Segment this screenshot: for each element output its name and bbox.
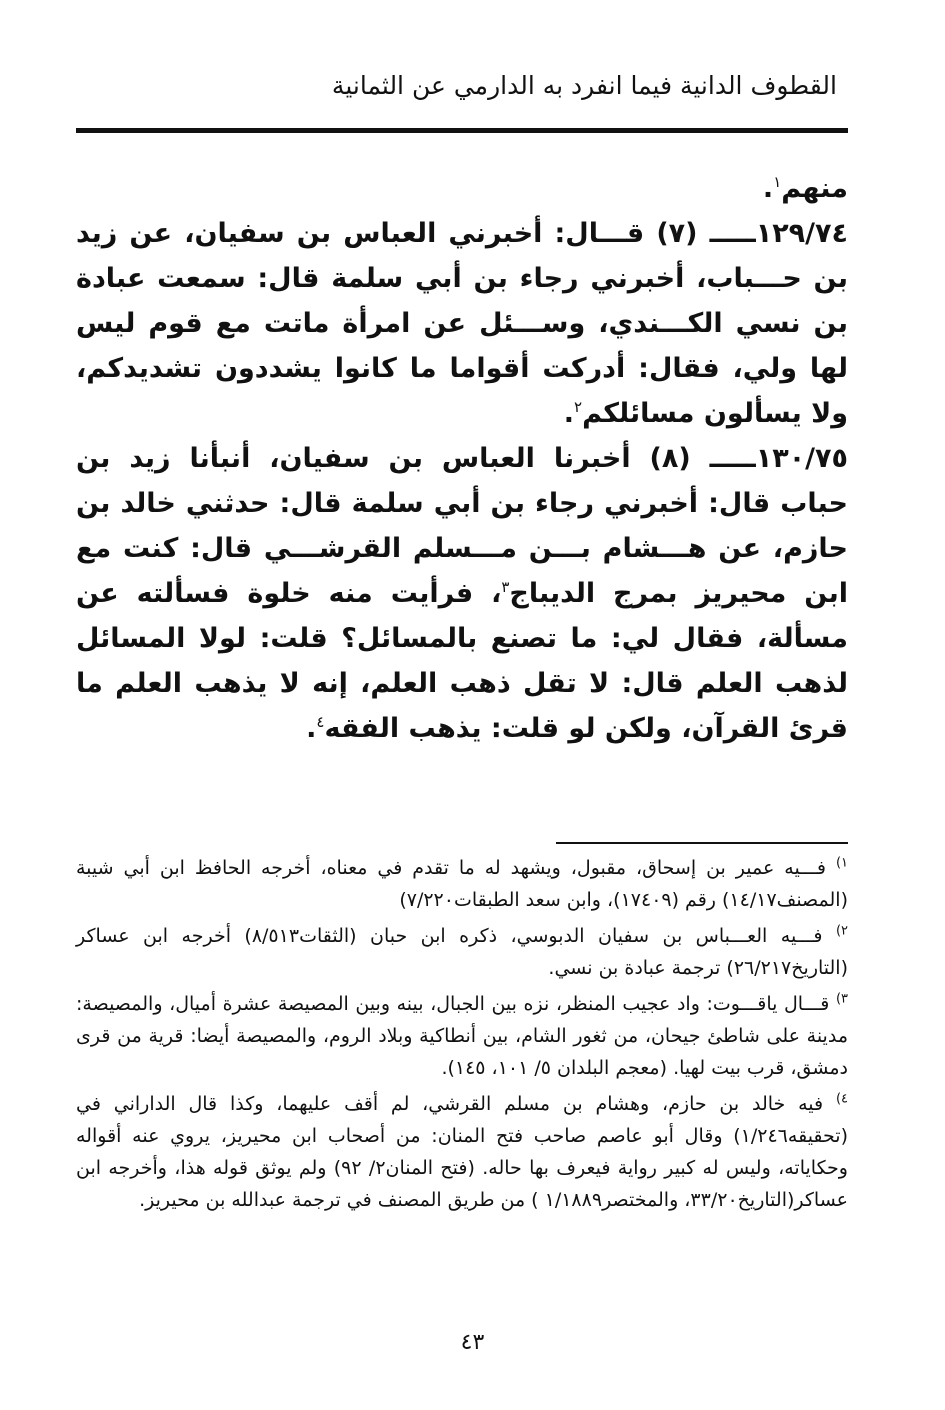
footnote-mark: ١) [835,855,849,871]
footnote-reference: ٢ [574,398,583,416]
running-header-title: القطوف الدانية فيما انفرد به الدارمي عن الثمانية [331,71,837,100]
footnotes [76,852,848,1220]
footnote-1 [76,852,848,916]
page-number: ٤٣ [460,1330,485,1355]
footnote-3 [76,988,848,1084]
paragraph-tail: . [306,713,317,744]
footnote-reference: ٤ [316,713,325,731]
hadith-130 [76,436,848,751]
paragraph-text: ١٢٩/٧٤ـــــ (٧) قـــال: أخبرني العباس بن سفيان، عن زيد بن حـــباب، أخبرني رجاء بن أبي سلمة قال: سمعت عبادة بن نسي الكـــندي، وســـئل عن امرأة ماتت مع قوم ليس لها ولي، فقال: أدركت أقواما ما كانوا يشددون تشديدكم، ولا يسألون مسائلكم [76,218,848,429]
hadith-129 [76,211,848,436]
footnote-mark: ٤) [835,1091,848,1107]
footnote-4 [76,1088,848,1216]
footnote-text: قـــال ياقـــوت: واد عجيب المنظر، نزه بين الجبال، بينه وبين المصيصة عشرة أميال، والمصيصة: مدينة على شاطئ جيحان، من ثغور الشام، بين أنطاكية وبلاد الروم، والمصيصة أيضا: قرية من قرى دمشق، قرب بيت لهيا. (معجم البلدان ٥/ ١٠١، ١٤٥). [76,993,848,1079]
footnote-reference: ١ [773,173,782,191]
footnote-mark: ٣) [835,991,848,1007]
paragraph-tail: . [563,398,575,429]
footnote-2 [76,920,848,984]
paragraph-text-continued: ، فرأيت منه خلوة فسألته عن مسألة، فقال لي: ما تصنع بالمسائل؟ قلت: لولا المسائل لذهب العلم قال: لا تقل ذهب العلم، إنه لا يذهب العلم ما قرئ القرآن، ولكن لو قلت: يذهب الفقه [76,578,848,744]
paragraph-tail: . [762,173,774,204]
header-rule [76,128,848,133]
footnote-text: فـــيه العـــباس بن سفيان الدبوسي، ذكره ابن حبان (الثقات٨/٥١٣) أخرجه ابن عساكر (التاريخ٢٦/٢١٧) ترجمة عبادة بن نسي. [76,925,848,979]
footnote-text: فيه خالد بن حازم، وهشام بن مسلم القرشي، لم أقف عليهما، وكذا قال الداراني في (تحقيقه١/٢٤٦) وقال أبو عاصم صاحب فتح المنان: من أصحاب ابن محيريز، يروي عنه أقواله وحكاياته، وليس له كبير رواية فيعرف بها حاله. (فتح المنان٢/ ٩٢) ولم يوثق قوله هذا، وأخرجه ابن عساكر(التاريخ٣٣/٢٠، والمختصر١/١٨٨٩ ) من طريق المصنف في ترجمة عبدالله بن محيريز. [76,1093,848,1211]
footnote-reference: ٣ [501,578,510,596]
main-text [76,166,848,751]
footnote-text: فـــيه عمير بن إسحاق، مقبول، ويشهد له ما تقدم في معناه، أخرجه الحافظ ابن أبي شيبة (المصنف١٤/١٧) رقم (١٧٤٠٩)، وابن سعد الطبقات٧/٢٢٠) [76,857,848,911]
footnote-mark: ٢) [835,923,848,939]
paragraph-text: منهم [781,173,848,204]
paragraph-text: ١٣٠/٧٥ـــــ (٨) أخبرنا العباس بن سفيان، أنبأنا زيد بن حباب قال: أخبرني رجاء بن أبي سلمة قال: حدثني خالد بن حازم، عن هـــشام بـــن مـــسلم القرشـــي قال: كنت مع ابن محيريز بمرج الديباج [76,443,849,609]
footnote-separator [556,842,848,844]
paragraph-continuation [76,166,848,211]
